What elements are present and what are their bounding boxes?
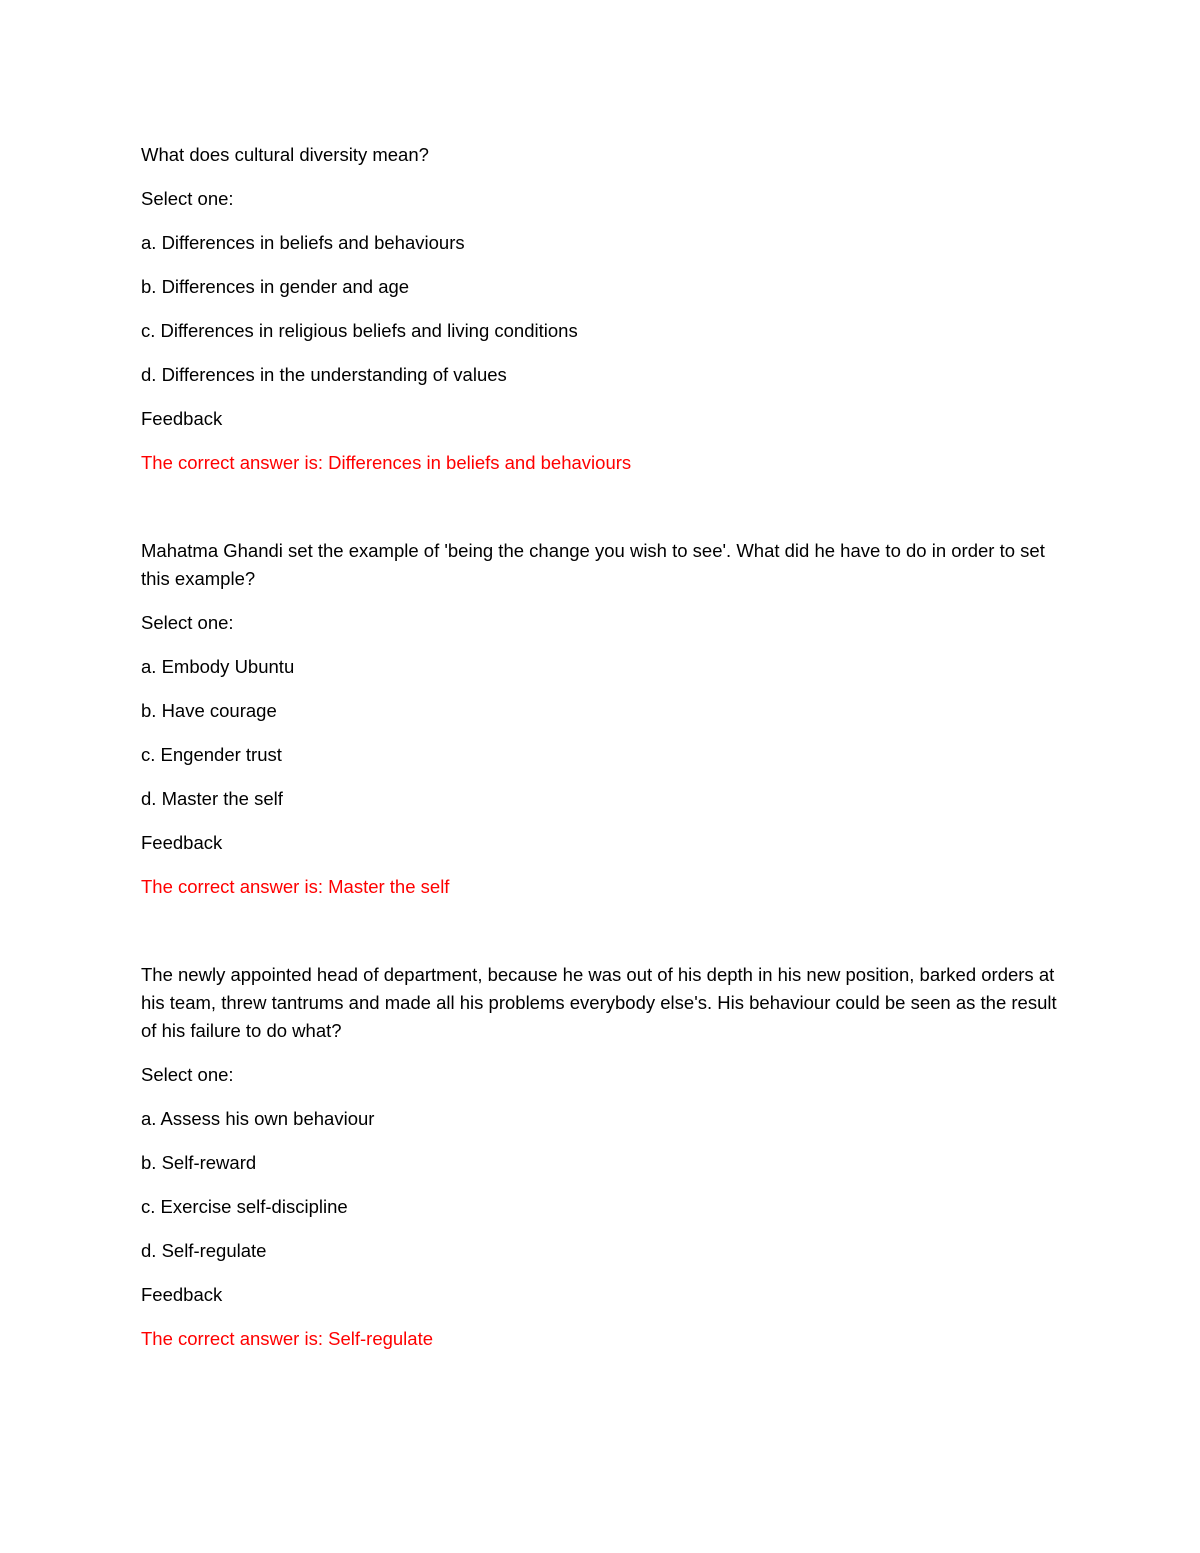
option-d: d. Master the self (141, 788, 283, 809)
question-text: Mahatma Ghandi set the example of 'being the change you wish to see'. What did he have to do in order to set this example? (141, 540, 1045, 589)
option-c: c. Exercise self-discipline (141, 1196, 348, 1217)
option-b: b. Differences in gender and age (141, 276, 410, 297)
option-c: c. Engender trust (141, 744, 282, 765)
option-a: a. Assess his own behaviour (141, 1108, 375, 1129)
feedback-label: Feedback (141, 1284, 223, 1305)
correct-answer: The correct answer is: Master the self (141, 876, 450, 897)
question-block (141, 537, 1061, 901)
question-block (141, 961, 1061, 1353)
question-block (141, 141, 1061, 477)
feedback-label: Feedback (141, 408, 223, 429)
document-page (141, 141, 1061, 1369)
question-spacer (141, 917, 1061, 961)
option-b: b. Have courage (141, 700, 277, 721)
option-a: a. Embody Ubuntu (141, 656, 295, 677)
option-d: d. Differences in the understanding of values (141, 364, 507, 385)
correct-answer: The correct answer is: Differences in beliefs and behaviours (141, 452, 632, 473)
feedback-label: Feedback (141, 832, 223, 853)
question-text: What does cultural diversity mean? (141, 144, 429, 165)
option-b: b. Self-reward (141, 1152, 257, 1173)
question-text: The newly appointed head of department, because he was out of his depth in his new position, barked orders at his team, threw tantrums and made all his problems everybody else's. His behaviour could be seen as the result of his failure to do what? (141, 964, 1057, 1041)
option-d: d. Self-regulate (141, 1240, 267, 1261)
select-label: Select one: (141, 612, 234, 633)
option-c: c. Differences in religious beliefs and living conditions (141, 320, 578, 341)
correct-answer: The correct answer is: Self-regulate (141, 1328, 434, 1349)
select-label: Select one: (141, 188, 234, 209)
option-a: a. Differences in beliefs and behaviours (141, 232, 465, 253)
question-spacer (141, 493, 1061, 537)
select-label: Select one: (141, 1064, 234, 1085)
